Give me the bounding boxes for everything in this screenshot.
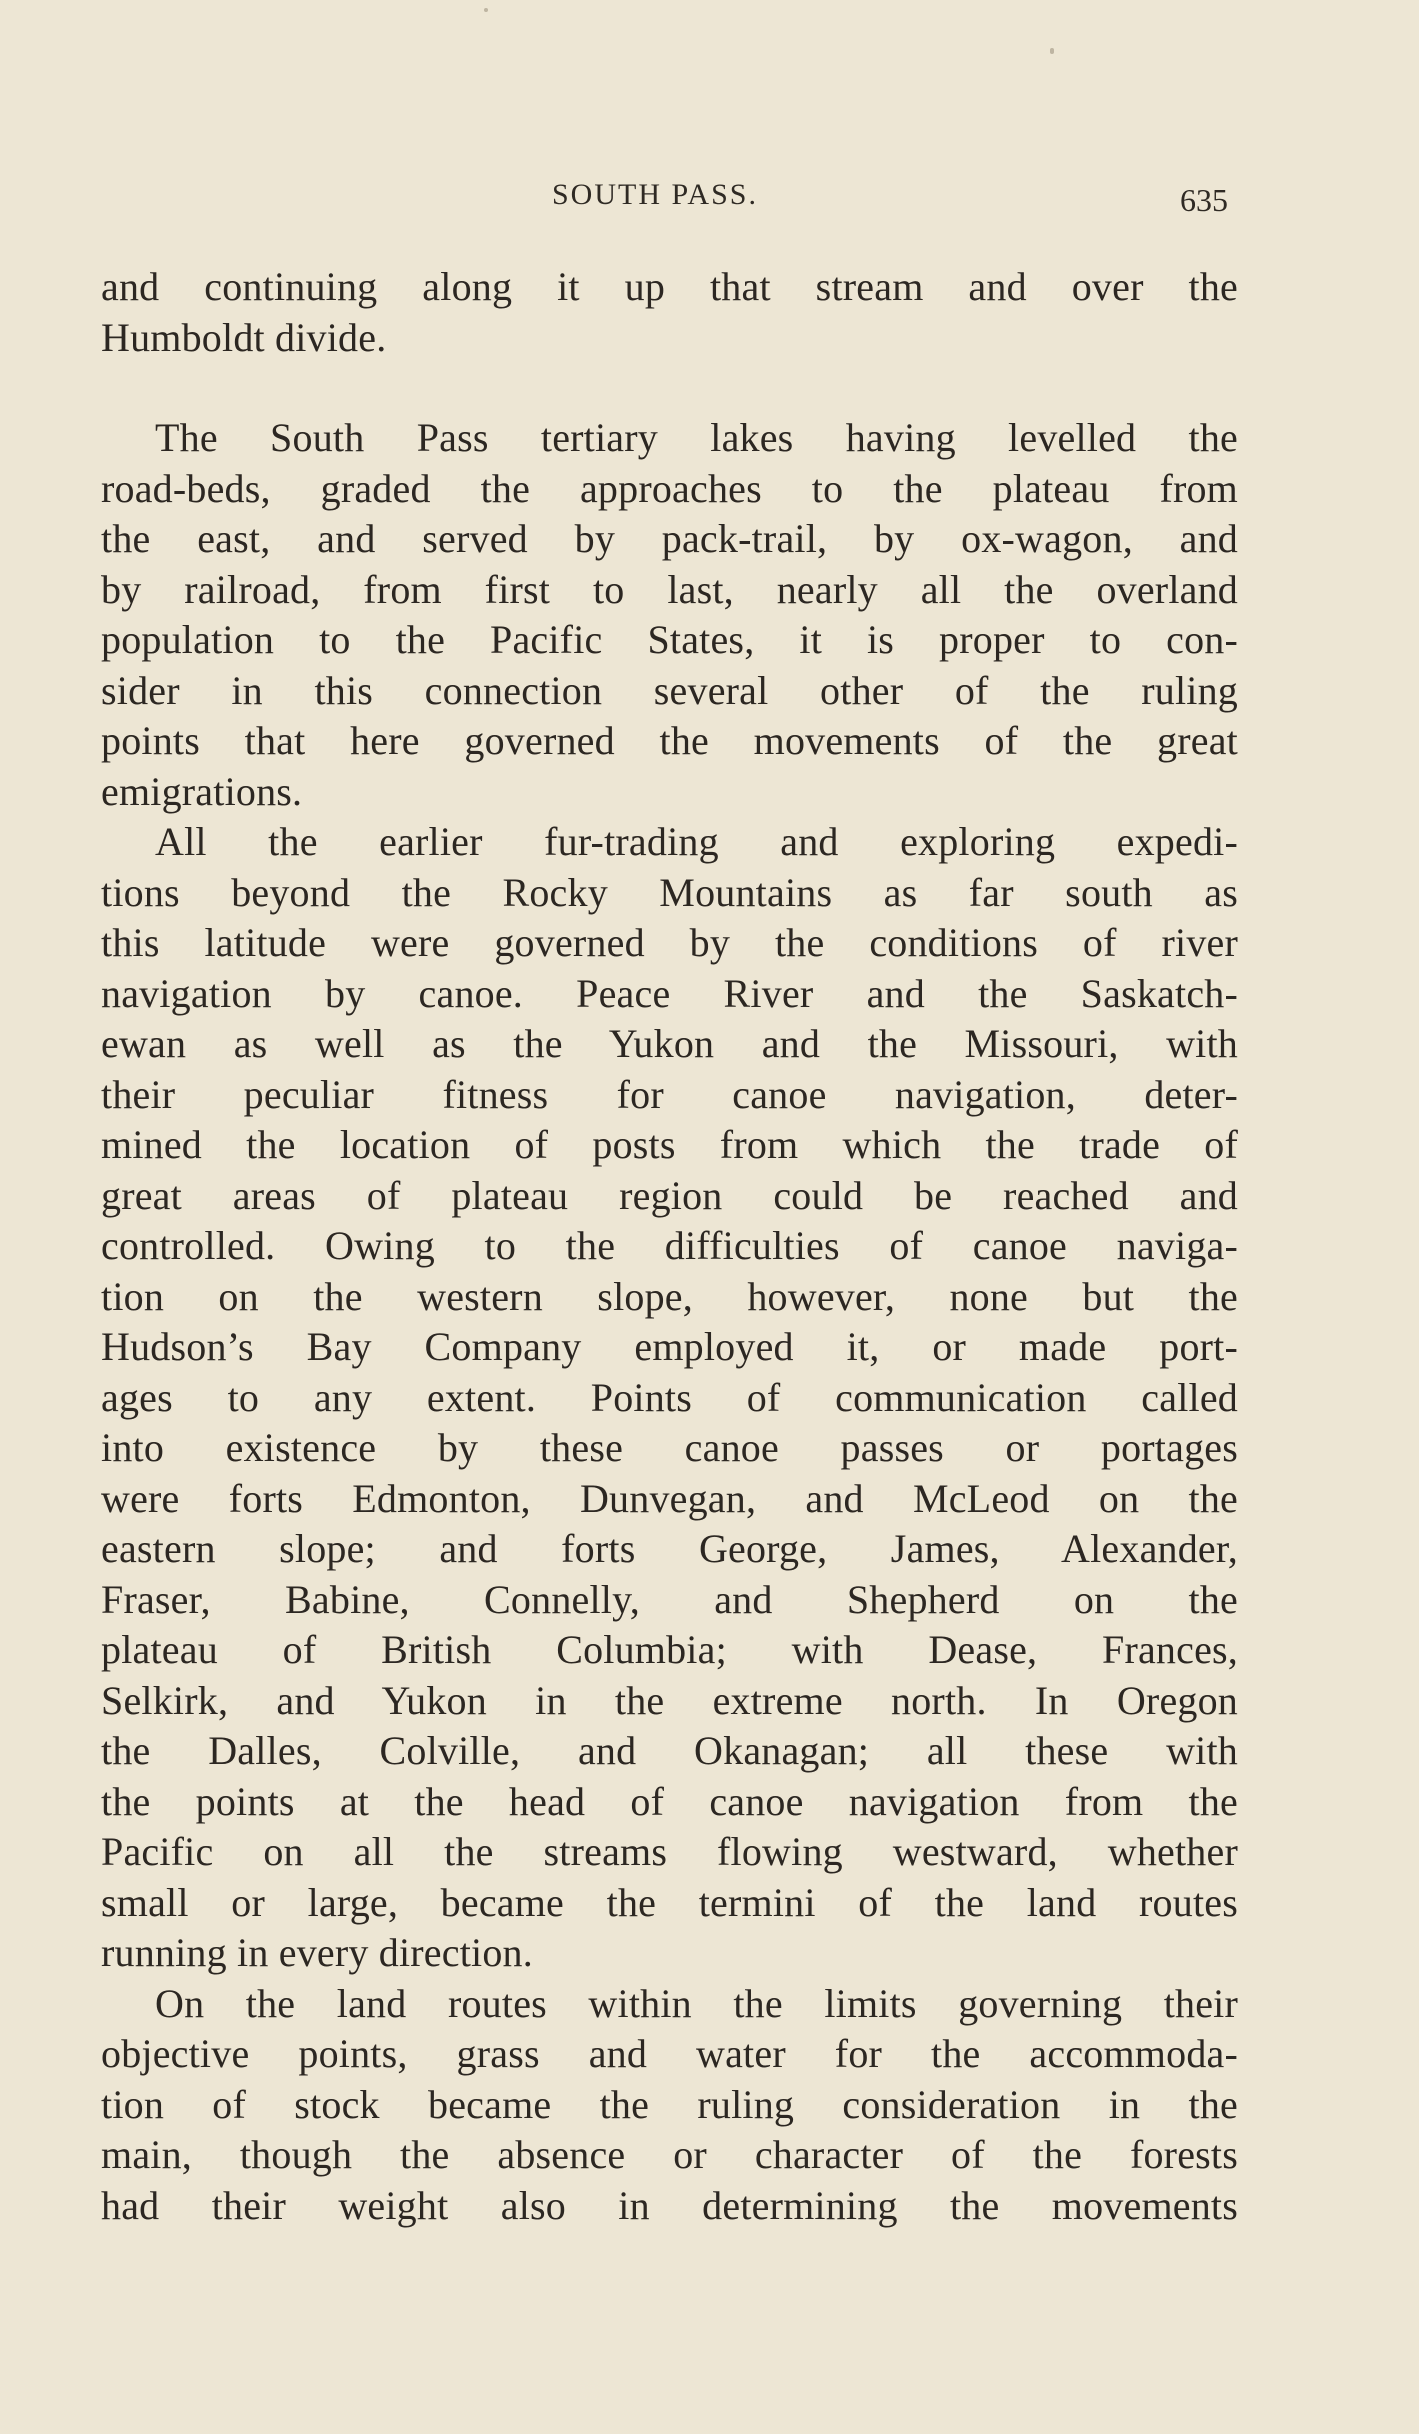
text-line: All the earlier fur-trading and exploring expedi- (155, 819, 1238, 864)
text-line: controlled. Owing to the difficulties of canoe naviga- (101, 1223, 1238, 1268)
text-line: navigation by canoe. Peace River and the Saskatch- (101, 970, 1238, 1016)
body-text (101, 262, 1238, 2231)
text-line: Pacific on all the streams flowing westward, whether (101, 1829, 1238, 1874)
text-line: this latitude were governed by the conditions of river (101, 920, 1238, 965)
text-line: Selkirk, and Yukon in the extreme north. In Oregon (101, 1677, 1238, 1723)
text-line: Fraser, Babine, Connelly, and Shepherd on the (101, 1576, 1238, 1622)
text-line: tions beyond the Rocky Mountains as far south as (101, 869, 1238, 915)
text-line: the east, and served by pack-trail, by ox-wagon, and (101, 516, 1238, 561)
text-line: plateau of British Columbia; with Dease, Frances, (101, 1627, 1238, 1672)
text-line: main, though the absence or character of the forests (101, 2132, 1238, 2177)
running-title: SOUTH PASS. (552, 178, 758, 211)
text-line: Humboldt divide. (101, 314, 387, 360)
text-line: objective points, grass and water for the accommoda- (101, 2031, 1238, 2076)
paragraph (101, 1979, 1238, 2232)
text-line: On the land routes within the limits governing their (155, 1980, 1238, 2026)
text-line: mined the location of posts from which the trade of (101, 1122, 1238, 1167)
text-line: their peculiar fitness for canoe navigation, deter- (101, 1071, 1238, 1117)
text-line: ewan as well as the Yukon and the Missouri, with (101, 1021, 1238, 1066)
paper-speck (1050, 48, 1054, 54)
text-line: the points at the head of canoe navigation from the (101, 1778, 1238, 1824)
text-line: Hudson’s Bay Company employed it, or made port- (101, 1324, 1238, 1369)
text-line: the Dalles, Colville, and Okanagan; all these with (101, 1728, 1238, 1773)
text-line: ages to any extent. Points of communication called (101, 1374, 1238, 1420)
text-line: had their weight also in determining the movements (101, 2182, 1238, 2228)
text-line: great areas of plateau region could be reached and (101, 1172, 1238, 1218)
text-line: running in every direction. (101, 1930, 533, 1975)
paragraph-gap (101, 363, 1238, 413)
text-line: were forts Edmonton, Dunvegan, and McLeod on the (101, 1475, 1238, 1521)
paragraph (101, 413, 1238, 817)
text-line: The South Pass tertiary lakes having levelled the (155, 415, 1238, 460)
paragraph (101, 817, 1238, 1979)
text-line: into existence by these canoe passes or portages (101, 1425, 1238, 1470)
text-line: road-beds, graded the approaches to the plateau from (101, 465, 1238, 511)
running-header (0, 178, 1419, 218)
text-line: eastern slope; and forts George, James, Alexander, (101, 1526, 1238, 1571)
text-line: tion on the western slope, however, none but the (101, 1273, 1238, 1319)
paragraph (101, 262, 1238, 363)
paper-speck (484, 8, 488, 12)
text-line: and continuing along it up that stream and over the (101, 264, 1238, 309)
text-line: population to the Pacific States, it is proper to con- (101, 617, 1238, 662)
text-line: by railroad, from first to last, nearly all the overland (101, 566, 1238, 612)
text-line: points that here governed the movements of the great (101, 718, 1238, 763)
text-line: sider in this connection several other of the ruling (101, 667, 1238, 713)
page-number: 635 (1180, 182, 1228, 218)
text-line: tion of stock became the ruling consideration in the (101, 2081, 1238, 2127)
text-line: emigrations. (101, 768, 303, 814)
text-line: small or large, became the termini of the land routes (101, 1879, 1238, 1925)
